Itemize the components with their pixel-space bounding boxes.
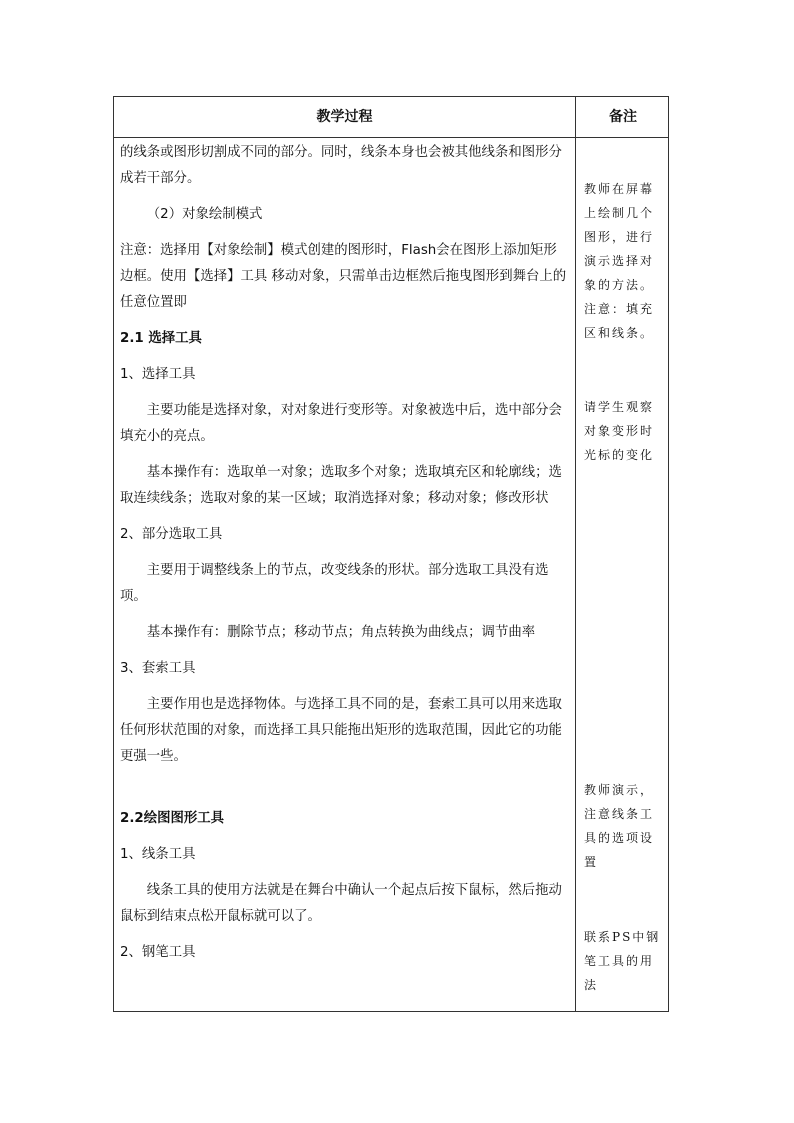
subheading-object-drawing-mode: （2）对象绘制模式 <box>146 207 263 222</box>
subheading-lasso-tool: 3、套索工具 <box>120 661 196 676</box>
section-heading-drawing-tools: 2.2绘图图形工具 <box>120 811 225 826</box>
paragraph-line-splitting: 的线条或图形切割成不同的部分。同时，线条本身也会被其他线条和图形分成若干部分。 <box>120 145 562 186</box>
subheading-subselection-tool: 2、部分选取工具 <box>120 527 223 542</box>
header-teaching-process: 教学过程 <box>316 109 373 125</box>
teaching-process-column <box>120 140 570 976</box>
note-teacher-demo-selection: 教师在屏幕上绘制几个图形，进行演示选择对象的方法。注意：填充区和线条。 <box>584 182 655 340</box>
paragraph-selection-function: 主要功能是选择对象，对对象进行变形等。对象被选中后，选中部分会填充小的亮点。 <box>120 403 562 444</box>
header-notes: 备注 <box>609 109 637 125</box>
paragraph-subselection-operations: 基本操作有：删除节点；移动节点；角点转换为曲线点；调节曲率 <box>146 625 536 640</box>
note-observe-cursor: 请学生观察对象变形时光标的变化 <box>584 400 655 462</box>
paragraph-line-tool-usage: 线条工具的使用方法就是在舞台中确认一个起点后按下鼠标，然后拖动鼠标到结束点松开鼠标就可以了。 <box>120 883 562 924</box>
note-ps-pen-tool: 联系PS中钢笔工具的用法 <box>584 930 661 992</box>
subheading-selection-tool: 1、选择工具 <box>120 367 196 382</box>
column-divider <box>575 97 576 1011</box>
paragraph-lasso-function: 主要作用也是选择物体。与选择工具不同的是，套索工具可以用来选取任何形状范围的对象，而选择工具只能拖出矩形的选取范围，因此它的功能更强一些。 <box>120 697 562 764</box>
paragraph-selection-operations: 基本操作有：选取单一对象；选取多个对象；选取填充区和轮廓线；选取连续线条；选取对象的某一区域；取消选择对象；移动对象；修改形状 <box>120 465 562 506</box>
blank-space <box>120 780 570 806</box>
paragraph-subselection-function: 主要用于调整线条上的节点，改变线条的形状。部分选取工具没有选项。 <box>120 563 549 604</box>
section-heading-selection-tools: 2.1 选择工具 <box>120 331 202 346</box>
note-line-tool-options: 教师演示，注意线条工具的选项设置 <box>584 783 655 869</box>
paragraph-object-drawing-note: 注意：选择用【对象绘制】模式创建的图形时，Flash会在图形上添加矩形边框。使用【选择】工具 移动对象，只需单击边框然后拖曳图形到舞台上的任意位置即 <box>120 243 567 310</box>
table-header-row <box>114 97 668 138</box>
subheading-line-tool: 1、线条工具 <box>120 847 196 862</box>
subheading-pen-tool: 2、钢笔工具 <box>120 945 196 960</box>
lesson-table <box>113 96 669 1012</box>
